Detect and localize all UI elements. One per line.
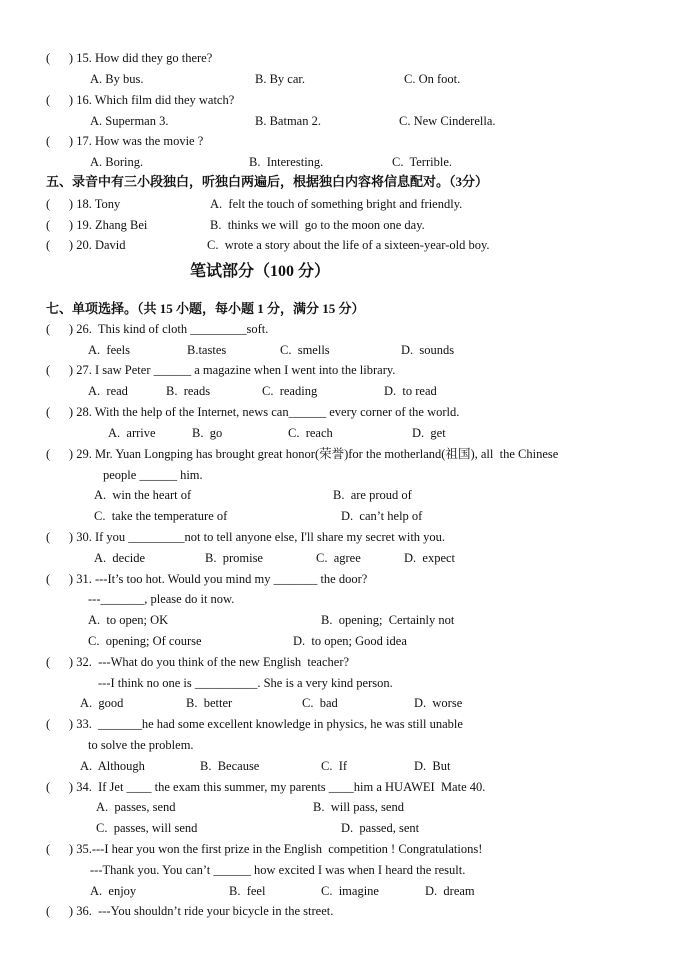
text-line: B. thinks we will go to the moon one day. xyxy=(210,218,425,232)
text-line: A. By bus. xyxy=(90,72,144,86)
text-line: D. to open; Good idea xyxy=(293,634,407,648)
text-line: ( ) 16. Which film did they watch? xyxy=(46,93,235,107)
text-line: ( ) 29. Mr. Yuan Longping has brought great honor(荣誉)for the motherland(祖国), all the Chinese xyxy=(46,447,559,461)
text-line: C. reach xyxy=(288,426,333,440)
text-line: ( ) 30. If you _________not to tell anyone else, I'll share my secret with you. xyxy=(46,530,446,544)
text-line: ( ) 27. I saw Peter ______ a magazine when I went into the library. xyxy=(46,363,396,377)
text-line: B. better xyxy=(186,696,233,710)
text-line: D. dream xyxy=(425,884,475,898)
text-line: C. smells xyxy=(280,343,330,357)
text-line: ( ) 20. David xyxy=(46,238,126,252)
text-line: D. But xyxy=(414,759,451,773)
text-line: ---_______, please do it now. xyxy=(88,592,235,606)
text-line: C. On foot. xyxy=(404,72,461,86)
text-line: to solve the problem. xyxy=(88,738,194,752)
part-title: 笔试部分（100 分） xyxy=(190,263,331,280)
text-line: C. reading xyxy=(262,384,318,398)
text-line: B. feel xyxy=(229,884,266,898)
section-heading: 七、单项选择。（共 15 小题，每小题 1 分，满分 15 分） xyxy=(46,301,365,316)
text-line: ---Thank you. You can’t ______ how excited I was when I heard the result. xyxy=(90,863,466,877)
text-line: ( ) 33. _______he had some excellent knowledge in physics, he was still unable xyxy=(46,717,463,731)
text-line: ( ) 18. Tony xyxy=(46,197,121,211)
text-line: A. Superman 3. xyxy=(90,114,169,128)
text-line: ( ) 15. How did they go there? xyxy=(46,51,213,65)
text-line: A. Boring. xyxy=(90,155,144,169)
text-line: ( ) 31. ---It’s too hot. Would you mind my _______ the door? xyxy=(46,572,368,586)
section-heading: 五、录音中有三小段独白，听独白两遍后，根据独白内容将信息配对。（3分） xyxy=(46,174,489,189)
text-line: B. promise xyxy=(205,551,263,565)
text-line: A. good xyxy=(80,696,124,710)
text-line: B. Interesting. xyxy=(249,155,324,169)
text-line: C. take the temperature of xyxy=(94,509,228,523)
text-line: people ______ him. xyxy=(103,468,203,482)
text-line: A. read xyxy=(88,384,128,398)
text-line: C. wrote a story about the life of a sixteen-year-old boy. xyxy=(207,238,490,252)
text-line: B. Batman 2. xyxy=(255,114,321,128)
text-line: A. decide xyxy=(94,551,146,565)
text-line: A. to open; OK xyxy=(88,613,169,627)
text-line: C. If xyxy=(321,759,348,773)
text-line: D. passed, sent xyxy=(341,821,420,835)
text-line: C. agree xyxy=(316,551,361,565)
text-line: B. are proud of xyxy=(333,488,412,502)
text-line: B.tastes xyxy=(187,343,227,357)
text-line: A. felt the touch of something bright and friendly. xyxy=(210,197,463,211)
text-line: D. get xyxy=(412,426,446,440)
text-line: D. to read xyxy=(384,384,437,398)
text-line: A. enjoy xyxy=(90,884,137,898)
text-line: ( ) 17. How was the movie ? xyxy=(46,134,204,148)
text-line: ( ) 19. Zhang Bei xyxy=(46,218,148,232)
text-line: D. expect xyxy=(404,551,456,565)
text-line: C. imagine xyxy=(321,884,379,898)
text-line: B. Because xyxy=(200,759,260,773)
text-line: C. bad xyxy=(302,696,338,710)
text-line: A. feels xyxy=(88,343,130,357)
text-line: C. Terrible. xyxy=(392,155,452,169)
text-line: ( ) 36. ---You shouldn’t ride your bicycle in the street. xyxy=(46,904,334,918)
text-line: ( ) 28. With the help of the Internet, news can______ every corner of the world. xyxy=(46,405,460,419)
text-line: B. go xyxy=(192,426,223,440)
text-line: ( ) 35.---I hear you won the first prize in the English competition ! Congratulations! xyxy=(46,842,483,856)
text-line: C. passes, will send xyxy=(96,821,198,835)
text-line: A. passes, send xyxy=(96,800,176,814)
text-line: A. Although xyxy=(80,759,145,773)
text-line: A. arrive xyxy=(108,426,156,440)
text-line: ---I think no one is __________. She is a very kind person. xyxy=(98,676,393,690)
text-line: D. sounds xyxy=(401,343,455,357)
text-line: D. can’t help of xyxy=(341,509,423,523)
text-line: ( ) 32. ---What do you think of the new English teacher? xyxy=(46,655,350,669)
text-line: C. opening; Of course xyxy=(88,634,202,648)
text-line: ( ) 34. If Jet ____ the exam this summer, my parents ____him a HUAWEI Mate 40. xyxy=(46,780,486,794)
text-line: A. win the heart of xyxy=(94,488,192,502)
text-line: D. worse xyxy=(414,696,463,710)
text-line: B. By car. xyxy=(255,72,305,86)
text-line: B. opening; Certainly not xyxy=(321,613,455,627)
text-line: B. will pass, send xyxy=(313,800,404,814)
text-line: ( ) 26. This kind of cloth _________soft. xyxy=(46,322,269,336)
text-line: B. reads xyxy=(166,384,211,398)
text-line: C. New Cinderella. xyxy=(399,114,496,128)
